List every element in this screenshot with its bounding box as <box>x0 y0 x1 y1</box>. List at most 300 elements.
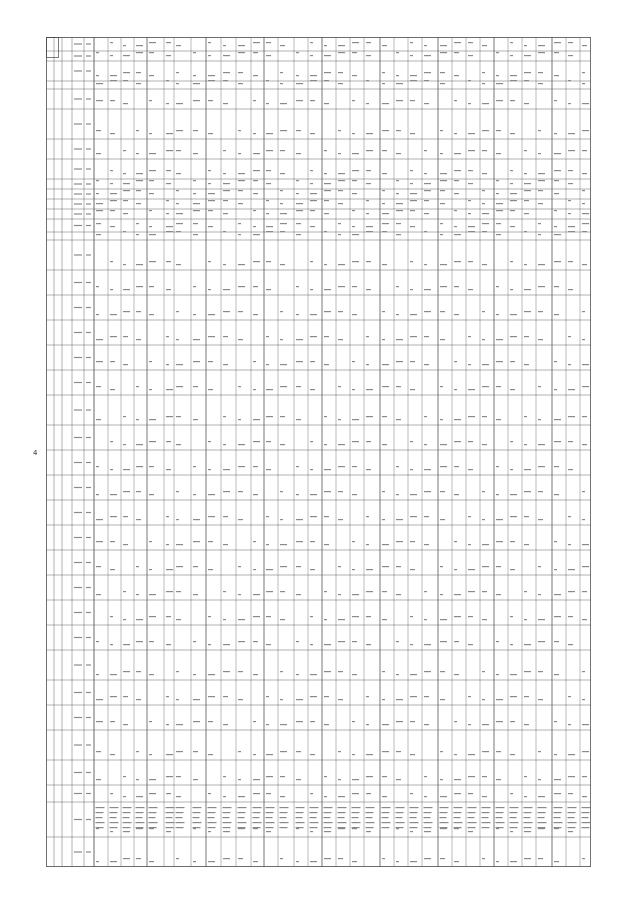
cell-value <box>136 779 139 780</box>
row-description-text <box>440 817 447 818</box>
cell-value <box>568 724 571 725</box>
cell-value <box>366 469 371 470</box>
cell-value <box>253 754 256 755</box>
cell-value <box>538 203 543 204</box>
cell-value <box>524 190 531 191</box>
cell-value <box>382 173 387 174</box>
cell-value <box>123 231 126 232</box>
cell-value <box>366 724 369 725</box>
cell-value <box>568 42 573 43</box>
cell-value <box>468 183 473 184</box>
cell-value <box>554 133 557 134</box>
row-description-text <box>176 822 185 823</box>
cell-value <box>136 339 141 340</box>
cell-value <box>440 203 445 204</box>
cell-value <box>440 223 443 224</box>
cell-value <box>96 721 103 722</box>
cell-value <box>110 226 115 227</box>
header-text <box>74 225 82 226</box>
row-description-text <box>280 817 287 818</box>
cell-value <box>568 591 575 592</box>
cell-value <box>208 183 211 184</box>
row-description-text <box>96 812 104 813</box>
cell-value <box>352 594 359 595</box>
header-text <box>74 612 82 613</box>
cell-value <box>538 858 543 859</box>
cell-value <box>176 203 179 204</box>
cell-value <box>96 83 103 84</box>
cell-value <box>324 796 327 797</box>
cell-value <box>110 469 113 470</box>
row-description-text <box>324 827 332 828</box>
cell-value <box>149 153 156 154</box>
cell-value <box>468 213 471 214</box>
cell-value <box>524 289 531 290</box>
cell-value <box>110 494 117 495</box>
cell-value <box>468 231 475 232</box>
cell-value <box>382 724 389 725</box>
cell-value <box>176 776 181 777</box>
row-description-text <box>193 812 201 813</box>
cell-value <box>280 45 285 46</box>
row-description-text <box>538 822 547 823</box>
cell-value <box>582 45 587 46</box>
cell-value <box>366 793 371 794</box>
row-description-text <box>496 827 504 828</box>
cell-value <box>454 721 457 722</box>
cell-value <box>136 286 143 287</box>
cell-value <box>280 231 285 232</box>
row-description-text <box>554 827 562 828</box>
cell-value <box>123 858 130 859</box>
cell-value <box>238 311 243 312</box>
header-text <box>86 487 91 488</box>
cell-value <box>324 103 329 104</box>
header-text <box>86 851 91 852</box>
cell-value <box>110 674 117 675</box>
cell-value <box>382 150 387 151</box>
row-description-text <box>238 822 247 823</box>
cell-value <box>193 674 196 675</box>
cell-value <box>440 311 445 312</box>
cell-value <box>482 72 485 73</box>
header-text <box>86 203 91 204</box>
row-description-text <box>352 812 360 813</box>
header-text <box>74 717 82 718</box>
cell-value <box>352 170 359 171</box>
cell-value <box>310 261 313 262</box>
cell-value <box>176 231 181 232</box>
cell-value <box>496 153 501 154</box>
row-description-text <box>238 812 246 813</box>
cell-value <box>253 42 260 43</box>
cell-value <box>253 314 258 315</box>
row-description-text <box>176 827 184 828</box>
cell-value <box>454 594 461 595</box>
cell-value <box>96 286 99 287</box>
cell-value <box>496 130 501 131</box>
row-description-text <box>266 817 273 818</box>
cell-value <box>253 861 258 862</box>
row-description-text <box>554 817 561 818</box>
cell-value <box>366 55 371 56</box>
cell-value <box>582 776 587 777</box>
cell-value <box>266 183 271 184</box>
cell-value <box>382 566 389 567</box>
row-description-text <box>223 822 232 823</box>
cell-value <box>176 223 183 224</box>
row-description-text <box>440 812 448 813</box>
cell-value <box>136 45 143 46</box>
cell-value <box>324 776 327 777</box>
cell-value <box>524 831 531 832</box>
cell-value <box>266 544 269 545</box>
cell-value <box>123 150 126 151</box>
cell-value <box>166 55 171 56</box>
cell-value <box>366 364 369 365</box>
cell-value <box>496 100 503 101</box>
cell-value <box>324 183 331 184</box>
row-description-text <box>193 817 200 818</box>
cell-value <box>296 180 299 181</box>
cell-value <box>123 55 130 56</box>
cell-value <box>253 153 260 154</box>
cell-value <box>136 671 141 672</box>
cell-value <box>366 544 369 545</box>
cell-value <box>296 100 303 101</box>
cell-value <box>136 619 143 620</box>
cell-value <box>253 779 260 780</box>
cell-value <box>424 336 429 337</box>
cell-value <box>568 793 573 794</box>
cell-value <box>110 541 115 542</box>
cell-value <box>352 641 357 642</box>
cell-value <box>482 519 485 520</box>
cell-value <box>538 419 541 420</box>
cell-value <box>123 173 126 174</box>
cell-value <box>440 52 447 53</box>
cell-value <box>238 286 245 287</box>
cell-value <box>193 386 198 387</box>
cell-value <box>440 264 447 265</box>
cell-value <box>296 210 303 211</box>
row-description-text <box>366 817 373 818</box>
cell-value <box>468 389 475 390</box>
row-description-text <box>582 807 591 808</box>
cell-value <box>410 314 417 315</box>
cell-value <box>568 80 571 81</box>
cell-value <box>166 213 169 214</box>
cell-value <box>136 311 141 312</box>
cell-value <box>338 641 345 642</box>
cell-value <box>193 203 200 204</box>
cell-value <box>366 261 371 262</box>
cell-value <box>524 264 527 265</box>
row-description-text <box>223 807 232 808</box>
cell-value <box>524 150 527 151</box>
row-description-text <box>468 827 476 828</box>
row-description-text <box>410 812 418 813</box>
cell-value <box>310 644 313 645</box>
cell-value <box>468 724 471 725</box>
cell-value <box>123 796 126 797</box>
cell-value <box>280 83 283 84</box>
cell-value <box>424 591 427 592</box>
table-grid <box>46 37 591 867</box>
cell-value <box>176 213 183 214</box>
cell-value <box>366 42 371 43</box>
cell-value <box>324 264 327 265</box>
cell-value <box>396 193 399 194</box>
cell-value <box>482 190 485 191</box>
cell-value <box>554 153 561 154</box>
header-text <box>74 664 82 665</box>
cell-value <box>382 416 387 417</box>
cell-value <box>454 234 461 235</box>
cell-value <box>538 190 543 191</box>
cell-value <box>482 130 489 131</box>
cell-value <box>382 519 385 520</box>
cell-value <box>208 541 213 542</box>
cell-value <box>149 861 154 862</box>
cell-value <box>454 286 459 287</box>
cell-value <box>296 779 301 780</box>
cell-value <box>110 314 117 315</box>
header-text <box>74 744 82 745</box>
row-description-text <box>482 812 490 813</box>
header-text <box>86 307 91 308</box>
cell-value <box>554 861 559 862</box>
header-text <box>86 213 91 214</box>
cell-value <box>238 566 241 567</box>
header-text <box>86 437 91 438</box>
cell-value <box>238 223 241 224</box>
cell-value <box>554 210 557 211</box>
cell-value <box>280 444 285 445</box>
cell-value <box>310 721 315 722</box>
cell-value <box>208 494 215 495</box>
cell-value <box>96 594 101 595</box>
cell-value <box>454 541 457 542</box>
cell-value <box>568 776 575 777</box>
cell-value <box>193 286 196 287</box>
cell-value <box>554 180 559 181</box>
cell-value <box>208 133 213 134</box>
header-text <box>86 744 91 745</box>
cell-value <box>352 466 357 467</box>
cell-value <box>280 173 285 174</box>
cell-value <box>193 566 198 567</box>
cell-value <box>266 289 271 290</box>
cell-value <box>482 724 489 725</box>
cell-value <box>568 616 573 617</box>
row-description-text <box>440 807 449 808</box>
cell-value <box>223 591 226 592</box>
cell-value <box>96 223 101 224</box>
row-description-text <box>176 812 184 813</box>
cell-value <box>382 213 389 214</box>
cell-value <box>193 210 200 211</box>
row-description-text <box>96 817 103 818</box>
row-description-text <box>510 822 519 823</box>
cell-value <box>223 45 226 46</box>
cell-value <box>538 386 541 387</box>
cell-value <box>582 311 585 312</box>
cell-value <box>410 616 413 617</box>
cell-value <box>136 858 141 859</box>
row-description-text <box>582 817 589 818</box>
cell-value <box>136 190 141 191</box>
cell-value <box>123 289 130 290</box>
cell-value <box>554 286 559 287</box>
cell-value <box>166 696 169 697</box>
header-text <box>86 382 91 383</box>
cell-value <box>538 491 543 492</box>
cell-value <box>396 130 401 131</box>
cell-value <box>582 339 585 340</box>
row-description-text <box>496 822 505 823</box>
cell-value <box>338 45 345 46</box>
cell-value <box>524 469 531 470</box>
cell-value <box>410 793 413 794</box>
cell-value <box>123 311 130 312</box>
cell-value <box>310 226 315 227</box>
cell-value <box>193 519 200 520</box>
cell-value <box>554 569 557 570</box>
cell-value <box>123 831 130 832</box>
cell-value <box>510 361 515 362</box>
cell-value <box>238 339 243 340</box>
cell-value <box>396 75 399 76</box>
cell-value <box>510 55 513 56</box>
cell-value <box>266 569 273 570</box>
cell-value <box>266 516 269 517</box>
cell-value <box>568 183 573 184</box>
cell-value <box>568 55 573 56</box>
cell-value <box>496 861 499 862</box>
cell-value <box>568 133 575 134</box>
row-description-text <box>338 817 345 818</box>
cell-value <box>149 100 152 101</box>
cell-value <box>582 231 587 232</box>
cell-value <box>568 150 575 151</box>
cell-value <box>352 133 355 134</box>
cell-value <box>110 389 115 390</box>
cell-value <box>280 311 283 312</box>
cell-value <box>510 494 517 495</box>
cell-value <box>454 466 459 467</box>
cell-value <box>96 314 99 315</box>
cell-value <box>538 339 543 340</box>
cell-value <box>510 210 515 211</box>
cell-value <box>296 419 301 420</box>
cell-value <box>468 103 471 104</box>
cell-value <box>396 594 401 595</box>
cell-value <box>310 793 313 794</box>
cell-value <box>410 183 413 184</box>
header-text <box>86 282 91 283</box>
cell-value <box>524 183 531 184</box>
cell-value <box>149 754 152 755</box>
cell-value <box>193 223 198 224</box>
cell-value <box>496 223 501 224</box>
cell-value <box>96 52 99 53</box>
cell-value <box>554 641 559 642</box>
cell-value <box>149 75 154 76</box>
cell-value <box>338 796 345 797</box>
cell-value <box>136 83 141 84</box>
cell-value <box>253 52 258 53</box>
cell-value <box>280 858 283 859</box>
cell-value <box>338 519 343 520</box>
cell-value <box>166 364 169 365</box>
cell-value <box>238 264 245 265</box>
cell-value <box>223 190 230 191</box>
cell-value <box>296 699 303 700</box>
cell-value <box>223 724 228 725</box>
cell-value <box>110 793 113 794</box>
cell-value <box>496 519 503 520</box>
row-description-text <box>324 822 333 823</box>
cell-value <box>424 183 431 184</box>
cell-value <box>510 721 515 722</box>
header-text <box>74 43 82 44</box>
cell-value <box>110 831 113 832</box>
cell-value <box>454 170 461 171</box>
row-description-text <box>410 827 418 828</box>
header-text <box>86 462 91 463</box>
cell-value <box>136 72 141 73</box>
header-text <box>74 562 82 563</box>
row-description-text <box>396 822 405 823</box>
cell-value <box>149 314 154 315</box>
row-description-text <box>524 817 531 818</box>
cell-value <box>193 130 198 131</box>
header-text <box>74 98 82 99</box>
cell-value <box>223 336 228 337</box>
cell-value <box>482 103 489 104</box>
row-description-text <box>352 827 360 828</box>
cell-value <box>110 183 113 184</box>
cell-value <box>496 361 503 362</box>
cell-value <box>136 566 139 567</box>
cell-value <box>223 213 228 214</box>
cell-value <box>352 52 357 53</box>
cell-value <box>554 361 557 362</box>
cell-value <box>136 264 143 265</box>
cell-value <box>410 541 415 542</box>
cell-value <box>110 696 117 697</box>
cell-value <box>568 226 575 227</box>
cell-value <box>568 364 571 365</box>
row-description-text <box>110 827 118 828</box>
cell-value <box>524 776 527 777</box>
cell-value <box>440 83 445 84</box>
cell-value <box>424 364 429 365</box>
cell-value <box>454 569 457 570</box>
cell-value <box>382 203 385 204</box>
cell-value <box>176 45 181 46</box>
cell-value <box>468 569 475 570</box>
cell-value <box>310 133 315 134</box>
row-description-text <box>366 807 375 808</box>
cell-value <box>582 491 585 492</box>
row-description-text <box>424 807 433 808</box>
cell-value <box>352 210 355 211</box>
cell-value <box>123 416 126 417</box>
cell-value <box>382 83 385 84</box>
cell-value <box>176 671 179 672</box>
